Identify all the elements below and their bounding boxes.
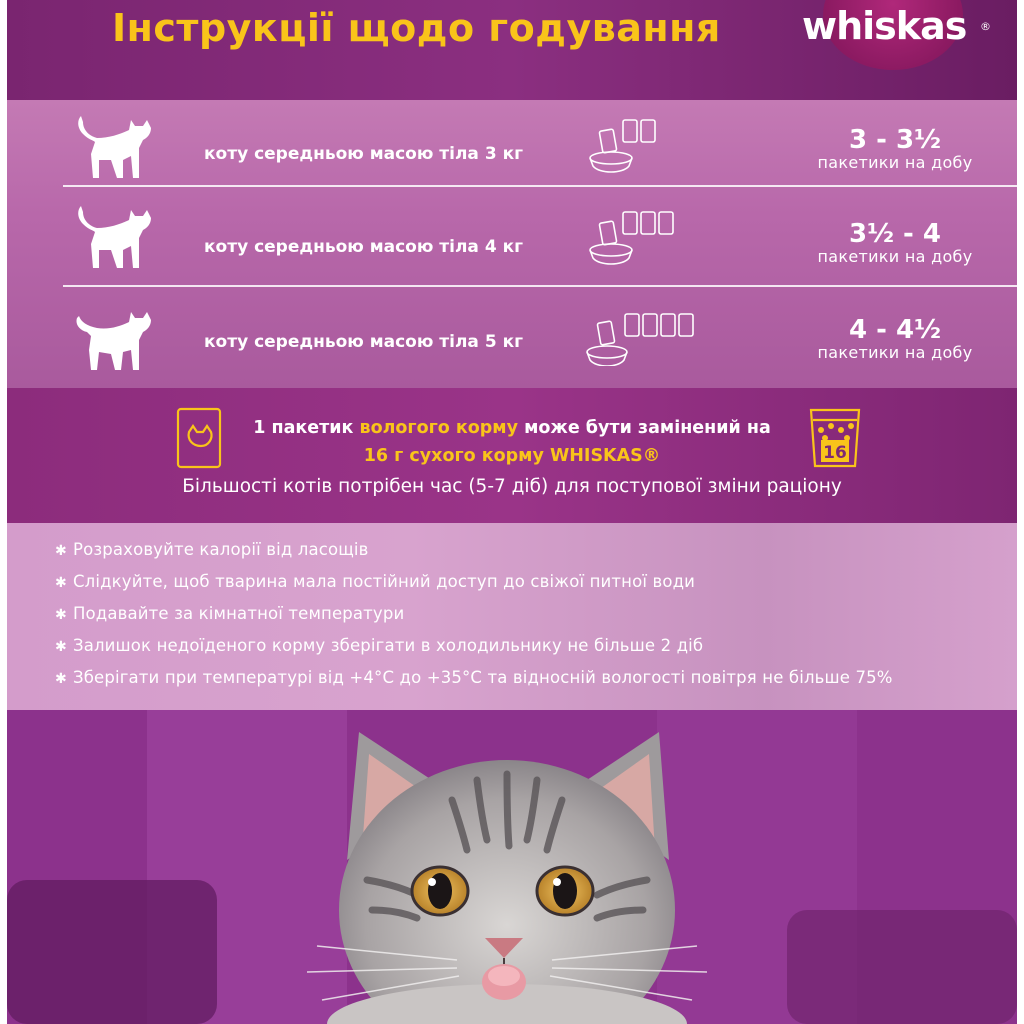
row-divider bbox=[63, 185, 1017, 187]
row-divider bbox=[63, 285, 1017, 287]
amount-unit: пакетики на добу bbox=[817, 247, 973, 266]
tip-text: Подавайте за кімнатної температури bbox=[73, 604, 405, 623]
tip-text: Розраховуйте калорії від ласощів bbox=[73, 540, 369, 559]
feeding-row bbox=[7, 100, 1017, 190]
amount-unit: пакетики на добу bbox=[817, 343, 973, 362]
whiskas-logo: whiskas bbox=[802, 4, 967, 48]
bowl-with-pouches-icon bbox=[585, 114, 715, 174]
amount-unit: пакетики на добу bbox=[817, 153, 973, 172]
weight-label: коту середньою масою тіла 5 кг bbox=[204, 332, 523, 352]
cat-silhouette-icon bbox=[71, 114, 155, 180]
bowl-with-pouches-icon bbox=[585, 206, 715, 266]
tip-text: Слідкуйте, щоб тварина мала постійний доступ до свіжої питної води bbox=[73, 572, 696, 591]
weight-label: коту середньою масою тіла 4 кг bbox=[204, 237, 523, 257]
substitution-part1: 1 пакетик bbox=[253, 418, 360, 438]
substitution-text bbox=[7, 418, 1017, 438]
weight-label: коту середньою масою тіла 3 кг bbox=[204, 144, 523, 164]
amount-value: 3½ - 4 bbox=[849, 219, 941, 249]
bullet-icon: ✱ bbox=[55, 575, 67, 591]
registered-mark: ® bbox=[980, 20, 991, 33]
tip-text: Залишок недоїденого корму зберігати в холодильнику не більше 2 діб bbox=[73, 636, 704, 655]
transition-note: Більшості котів потрібен час (5-7 діб) для поступової зміни раціону bbox=[182, 476, 842, 497]
list-item bbox=[55, 604, 404, 628]
tabby-cat-illustration bbox=[7, 710, 1017, 1024]
header bbox=[7, 0, 1017, 100]
bullet-icon: ✱ bbox=[55, 607, 67, 623]
substitution-box bbox=[7, 388, 1017, 523]
list-item bbox=[55, 636, 703, 660]
feeding-instructions-page bbox=[7, 0, 1017, 1024]
tip-text: Зберігати при температурі від +4°C до +35°C та відносній вологості повітря не більше 75% bbox=[73, 668, 893, 687]
substitution-part2: може бути замінений на bbox=[518, 418, 771, 438]
daily-amount bbox=[807, 316, 983, 362]
wet-food-highlight: вологого корму bbox=[359, 418, 518, 438]
bowl-with-pouches-icon bbox=[585, 306, 715, 366]
dry-food-cup-icon bbox=[807, 404, 863, 470]
daily-amount bbox=[807, 126, 983, 172]
cat-photo bbox=[7, 710, 1017, 1024]
bullet-icon: ✱ bbox=[55, 639, 67, 655]
bullet-icon: ✱ bbox=[55, 543, 67, 559]
feeding-row bbox=[7, 292, 1017, 382]
dry-food-amount-badge: 16 bbox=[823, 443, 847, 463]
feeding-table bbox=[7, 100, 1017, 388]
feeding-row bbox=[7, 192, 1017, 282]
amount-value: 3 - 3½ bbox=[849, 125, 941, 155]
dry-food-equivalent: 16 г сухого корму WHISKAS® bbox=[363, 446, 661, 466]
amount-value: 4 - 4½ bbox=[849, 315, 941, 345]
page-title: Інструкції щодо годування bbox=[112, 6, 721, 50]
list-item bbox=[55, 572, 695, 596]
tips-list bbox=[7, 523, 1017, 710]
cat-silhouette-icon bbox=[71, 306, 155, 372]
daily-amount bbox=[807, 220, 983, 266]
list-item bbox=[55, 540, 369, 564]
cat-silhouette-icon bbox=[71, 204, 155, 270]
list-item bbox=[55, 668, 893, 692]
bullet-icon: ✱ bbox=[55, 671, 67, 687]
